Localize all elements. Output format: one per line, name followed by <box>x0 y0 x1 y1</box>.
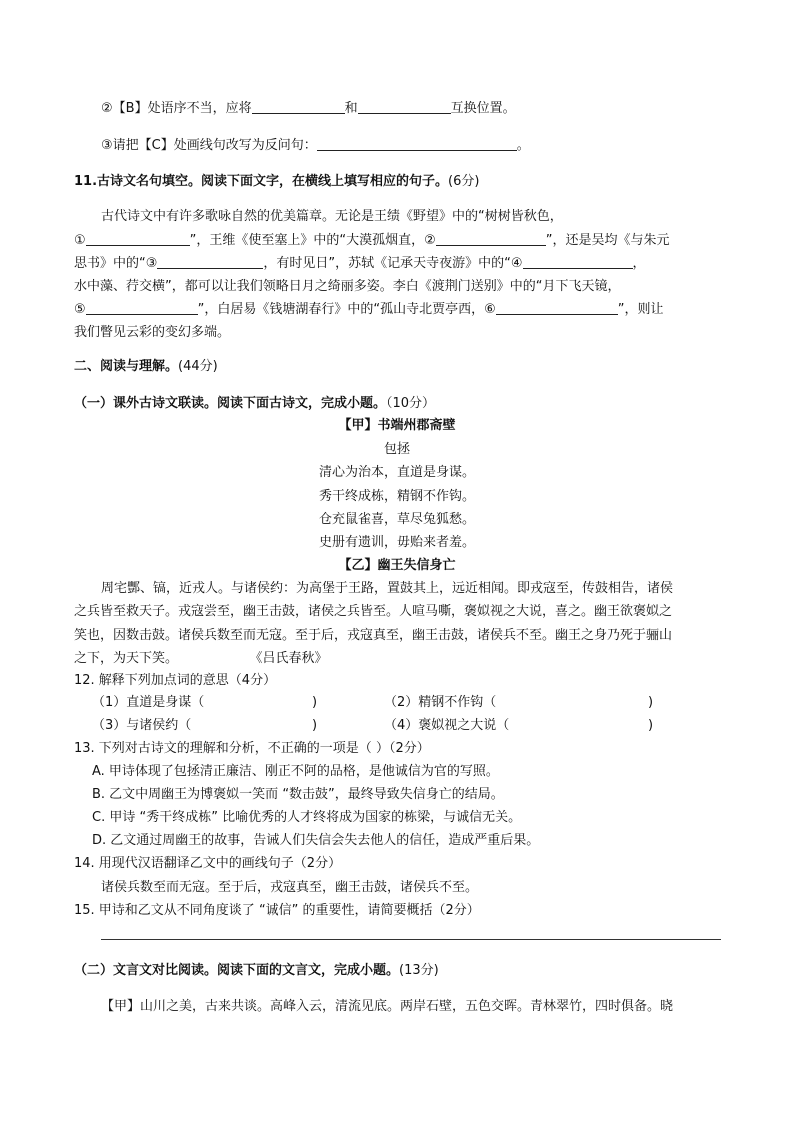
answer-blank-6[interactable] <box>496 301 618 315</box>
q13-option-a[interactable]: A. 甲诗体现了包拯清正廉洁、刚正不阿的品格，是他诚信为官的写照。 <box>92 764 499 779</box>
q12-close-paren: ) <box>312 718 318 733</box>
poem-line: 清心为治本，直道是身谋。 <box>318 465 475 480</box>
q13-option-c[interactable]: C. 甲诗 “秀干终成栋” 比喻优秀的人才终将成为国家的栋梁，与诚信无关。 <box>92 810 522 825</box>
answer-blank-1[interactable] <box>86 232 190 246</box>
q12-item-4[interactable]: （4）褒姒视之大说（ <box>384 718 510 733</box>
q10-item2-text-b: 和 <box>344 101 358 116</box>
q10-item3-text-b: 。 <box>516 138 530 153</box>
q11-p2b: ”，王维《使至塞上》中的“大漠孤烟直，② <box>189 233 436 248</box>
q11-p5c: ”，则让 <box>617 302 664 317</box>
section-2-score: (44分) <box>178 359 218 374</box>
q11-p2c: ”，还是吴均《与朱元 <box>545 233 670 248</box>
prose-line: 周宅酆、镐，近戎人。与诸侯约：为高堡于王路，置鼓其上，远近相闻。即戎寇至，传鼓相告，诸侯 <box>101 581 674 596</box>
part1-title-text: （一）课外古诗文联读。阅读下面古诗文，完成小题。 <box>74 396 387 411</box>
prose-source: 《吕氏春秋》 <box>256 651 328 666</box>
q11-title <box>74 173 479 191</box>
answer-blank-4[interactable] <box>523 255 633 269</box>
q12-item-2[interactable]: （2）精钢不作钩（ <box>384 695 497 710</box>
q11-score: (6分) <box>448 174 480 189</box>
poem-line: 史册有遗训，毋贻来者羞。 <box>318 535 475 550</box>
q15-answer-line[interactable] <box>101 939 721 940</box>
prose-title: 【乙】幽王失信身亡 <box>338 558 456 573</box>
q11-passage-line <box>74 255 646 273</box>
part2-score: (13分) <box>399 963 439 978</box>
q11-passage-line <box>74 232 670 250</box>
q10-item2-text-a: ②【B】处语序不当，应将 <box>101 101 252 116</box>
q14-stem: 14. 用现代汉语翻译乙文中的画线句子（2分） <box>74 856 342 871</box>
q10-item-3 <box>101 137 530 155</box>
answer-blank[interactable] <box>252 100 345 114</box>
answer-blank-3[interactable] <box>157 255 263 269</box>
q11-p5b: ”，白居易《钱塘湖春行》中的“孤山寺北贾亭西，⑥ <box>197 302 496 317</box>
prose-line: 之兵皆至救天子。戎寇尝至，幽王击鼓，诸侯之兵皆至。人喧马嘶，褒姒视之大说，喜之。幽王欲褒姒之 <box>74 604 673 619</box>
q12-close-paren: ) <box>312 695 318 710</box>
q12-close-paren: ) <box>648 718 654 733</box>
q11-p5a: ⑤ <box>74 302 86 317</box>
part1-score: （10分） <box>386 396 436 411</box>
poem-line: 仓充鼠雀喜，草尽兔狐愁。 <box>318 512 475 527</box>
poem-author: 包拯 <box>383 442 410 457</box>
q11-p3c: ， <box>632 256 646 271</box>
q10-item3-text-a: ③请把【C】处画线句改写为反问句： <box>101 138 317 153</box>
q11-passage-line <box>74 301 664 319</box>
section-2-title-text: 二、阅读与理解。 <box>74 359 179 374</box>
prose-line <box>74 650 328 668</box>
answer-blank[interactable] <box>358 100 451 114</box>
q13-stem: 13. 下列对古诗文的理解和分析，不正确的一项是（ ）（2分） <box>74 741 430 756</box>
q11-passage-line: 我们瞥见云彩的变幻多端。 <box>74 325 231 340</box>
answer-blank[interactable] <box>317 137 517 151</box>
part2-title <box>74 962 439 980</box>
q11-passage-line: 水中藻、荇交横”，都可以让我们领略日月之绮丽多姿。李白《渡荆门送别》中的“月下飞天镜， <box>74 279 621 294</box>
q10-item-2 <box>101 100 516 118</box>
part2-text-line: 【甲】山川之美，古来共谈。高峰入云，清流见底。两岸石壁，五色交晖。青林翠竹，四时俱备。晓 <box>101 999 674 1014</box>
q11-title-text: 11.古诗文名句填空。阅读下面文字，在横线上填写相应的句子。 <box>74 174 449 189</box>
answer-blank-2[interactable] <box>436 232 546 246</box>
q12-close-paren: ) <box>648 695 654 710</box>
q11-passage-line: 古代诗文中有许多歌咏自然的优美篇章。无论是王绩《野望》中的“树树皆秋色， <box>101 209 563 224</box>
part1-title <box>74 395 435 413</box>
part2-title-text: （二）文言文对比阅读。阅读下面的文言文，完成小题。 <box>74 963 400 978</box>
q10-item2-text-c: 互换位置。 <box>450 101 516 116</box>
q12-stem: 12. 解释下列加点词的意思（4分） <box>74 673 277 688</box>
q11-p3a: 思书》中的“③ <box>74 256 158 271</box>
answer-blank-5[interactable] <box>86 301 198 315</box>
poem-title: 【甲】书端州郡斋壁 <box>338 418 456 433</box>
section-2-title <box>74 358 218 376</box>
prose-line: 笑也，因数击鼓。诸侯兵数至而无寇。至于后，戎寇真至，幽王击鼓，诸侯兵不至。幽王之身乃死于骊山 <box>74 628 673 643</box>
q12-item-3[interactable]: （3）与诸侯约（ <box>92 718 192 733</box>
q15-stem: 15. 甲诗和乙文从不同角度谈了 “诚信” 的重要性，请简要概括（2分） <box>74 903 480 918</box>
q11-p3b: ，有时见日”，苏轼《记承天寺夜游》中的“④ <box>263 256 523 271</box>
q13-option-d[interactable]: D. 乙文通过周幽王的故事，告诫人们失信会失去他人的信任，造成严重后果。 <box>92 833 540 848</box>
q13-option-b[interactable]: B. 乙文中周幽王为博褒姒一笑而 “数击鼓”，最终导致失信身亡的结局。 <box>92 787 504 802</box>
q11-p2a: ① <box>74 233 86 248</box>
q12-item-1[interactable]: （1）直道是身谋（ <box>92 695 205 710</box>
q14-sentence: 诸侯兵数至而无寇。至于后，戎寇真至，幽王击鼓，诸侯兵不至。 <box>101 880 479 895</box>
prose-last-line: 之下，为天下笑。 <box>74 651 179 666</box>
poem-line: 秀干终成栋，精钢不作钩。 <box>318 489 475 504</box>
